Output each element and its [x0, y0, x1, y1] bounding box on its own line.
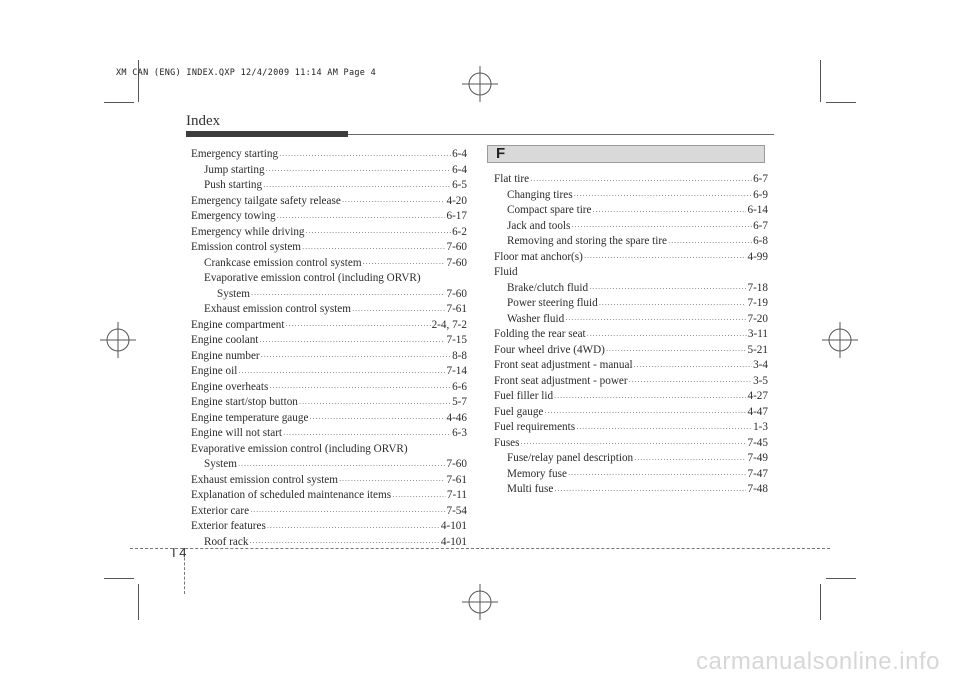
index-entry-page: 7-15 — [446, 334, 467, 346]
index-entry-page: 4-101 — [440, 535, 467, 548]
crop-mark-bottom-left-h — [104, 578, 134, 579]
index-entry — [191, 271, 467, 287]
watermark-text: carmanualsonline.info — [696, 648, 940, 675]
index-entry-label: Jump starting — [204, 163, 265, 176]
index-entry — [494, 343, 768, 359]
index-entry-label: Emergency starting — [191, 148, 279, 160]
index-entry-label: System — [204, 458, 237, 470]
index-entry-page: 6-14 — [747, 204, 768, 216]
index-entry — [191, 349, 467, 365]
index-entry-label: Jack and tools — [507, 219, 571, 232]
page-title: Index — [186, 113, 221, 129]
index-entry-page: 6-7 — [753, 219, 768, 232]
leader-dots — [521, 438, 747, 451]
index-entry — [191, 209, 467, 225]
index-entry-label: Engine coolant — [191, 334, 259, 346]
index-entry-page: 7-61 — [446, 303, 467, 315]
index-entry — [494, 358, 768, 374]
leader-dots — [629, 376, 752, 389]
leader-dots — [593, 206, 747, 219]
leader-dots — [306, 227, 452, 240]
leader-dots — [576, 423, 752, 436]
index-entry-page: 7-60 — [446, 256, 467, 269]
leader-dots — [571, 221, 752, 234]
index-entry-page: 7-49 — [747, 452, 768, 464]
index-entry-label: Memory fuse — [507, 467, 567, 480]
index-entry — [191, 333, 467, 349]
footer-rule — [130, 548, 830, 549]
index-entry-label: Engine overheats — [191, 380, 269, 393]
index-entry-label: Fuel filler lid — [494, 390, 554, 402]
index-entry — [494, 312, 768, 328]
index-entry-page: 7-11 — [446, 489, 467, 501]
index-entry-label: Engine temperature gauge — [191, 411, 309, 424]
index-entry-label: Roof rack — [204, 535, 249, 548]
leader-dots — [238, 367, 445, 380]
leader-dots — [544, 407, 746, 420]
title-rule-thick — [186, 131, 348, 137]
index-entry-label: Fuse/relay panel description — [507, 452, 634, 464]
index-entry-page: 1-3 — [753, 421, 768, 433]
index-entry-page: 5-7 — [452, 396, 467, 408]
index-entry — [191, 302, 467, 318]
index-entry-continuation — [191, 457, 467, 473]
index-entry-label: Push starting — [204, 179, 263, 191]
index-entry-page: 4-46 — [446, 411, 467, 424]
registration-mark-left — [98, 320, 138, 360]
leader-dots — [250, 506, 445, 519]
index-entry-page: 6-7 — [753, 173, 768, 185]
leader-dots — [302, 243, 445, 256]
registration-mark-bottom — [460, 582, 500, 622]
leader-dots — [363, 258, 446, 271]
index-entry — [191, 442, 467, 458]
index-entry — [191, 473, 467, 489]
index-entry-label: Engine will not start — [191, 427, 283, 439]
leader-dots — [554, 485, 746, 498]
index-entry — [191, 240, 467, 256]
index-entry-page: 6-6 — [452, 380, 467, 393]
index-entry-page: 7-60 — [446, 287, 467, 300]
index-entry-label: Brake/clutch fluid — [507, 281, 589, 294]
index-entry-page: 6-5 — [452, 179, 467, 191]
index-entry — [191, 256, 467, 272]
leader-dots — [668, 237, 752, 250]
index-entry-label: Emission control system — [191, 241, 302, 253]
index-entry-page: 7-48 — [747, 483, 768, 495]
index-entry-label: Emergency tailgate safety release — [191, 194, 341, 207]
index-entry — [191, 380, 467, 396]
leader-dots — [530, 175, 752, 188]
leader-dots — [589, 283, 746, 296]
leader-dots — [606, 345, 747, 358]
index-entry-label: Changing tires — [507, 188, 573, 201]
index-entry — [494, 389, 768, 405]
index-entry — [494, 405, 768, 421]
index-entry — [494, 296, 768, 312]
index-entry-label: Exterior features — [191, 520, 266, 532]
leader-dots — [634, 454, 746, 467]
leader-dots — [565, 314, 746, 327]
index-entry — [494, 219, 768, 235]
index-entry-page: 6-2 — [452, 225, 467, 238]
index-entry-label: Fuses — [494, 436, 520, 449]
print-slug: XM CAN (ENG) INDEX.QXP 12/4/2009 11:14 AM Page 4 — [116, 68, 377, 78]
index-entry — [191, 194, 467, 210]
index-entry — [494, 234, 768, 250]
index-entry — [191, 178, 467, 194]
leader-dots — [238, 460, 446, 473]
crop-mark-top-right-h — [826, 102, 856, 103]
index-entry-page: 7-19 — [747, 297, 768, 309]
crop-mark-top-left-h — [104, 102, 134, 103]
leader-dots — [309, 413, 445, 426]
leader-dots — [263, 181, 451, 194]
leader-dots — [584, 252, 747, 265]
index-entry-page: 6-4 — [452, 148, 467, 160]
title-rule-thin — [348, 134, 774, 135]
index-entry-label: Removing and storing the spare tire — [507, 235, 668, 247]
index-entry-label: Explanation of scheduled maintenance items — [191, 489, 392, 501]
index-entry-label: Emergency towing — [191, 210, 276, 222]
index-entry-page: 7-18 — [747, 281, 768, 294]
crop-mark-top-left-v — [138, 60, 139, 102]
index-entry-label: Compact spare tire — [507, 204, 592, 216]
index-entry-page: 3-4 — [753, 359, 768, 371]
index-entry-label: Front seat adjustment - power — [494, 374, 628, 387]
leader-dots — [259, 336, 445, 349]
index-entry-page: 4-101 — [440, 520, 467, 532]
index-entry-label: System — [217, 287, 250, 300]
index-column-right — [494, 172, 768, 498]
index-entry — [494, 172, 768, 188]
index-entry-label: Washer fluid — [507, 312, 565, 325]
index-entry-page: 6-17 — [446, 210, 467, 222]
leader-dots — [634, 361, 753, 374]
crop-mark-top-right-v — [820, 60, 821, 102]
index-entry-label: Exhaust emission control system — [204, 303, 351, 315]
index-entry-page: 5-21 — [747, 343, 768, 356]
index-entry — [191, 163, 467, 179]
index-entry-page: 4-47 — [747, 405, 768, 418]
index-entry-label: Floor mat anchor(s) — [494, 250, 583, 263]
leader-dots — [269, 382, 451, 395]
index-entry-page: 7-54 — [446, 504, 467, 517]
index-entry-label: Emergency while driving — [191, 225, 305, 238]
index-entry — [191, 225, 467, 241]
index-entry — [494, 420, 768, 436]
leader-dots — [339, 475, 446, 488]
index-entry-page: 6-4 — [452, 163, 467, 176]
registration-mark-right — [820, 320, 860, 360]
index-entry-label: Power steering fluid — [507, 297, 598, 309]
index-entry — [191, 147, 467, 163]
index-entry — [191, 411, 467, 427]
leader-dots — [574, 190, 753, 203]
index-entry — [494, 281, 768, 297]
index-entry-page: 6-9 — [753, 188, 768, 201]
index-entry — [191, 364, 467, 380]
registration-mark-top — [460, 64, 500, 104]
index-entry — [191, 426, 467, 442]
index-entry-page: 6-3 — [452, 427, 467, 439]
page-number: I 4 — [172, 545, 187, 560]
letter-header — [487, 145, 765, 163]
index-entry — [191, 488, 467, 504]
index-entry — [494, 250, 768, 266]
index-entry — [191, 519, 467, 535]
index-entry-label: Crankcase emission control system — [204, 256, 362, 269]
index-entry-label: Exhaust emission control system — [191, 473, 338, 486]
index-entry-page: 2-4, 7-2 — [431, 318, 467, 331]
crop-mark-bottom-right-h — [826, 578, 856, 579]
index-entry-label: Evaporative emission control (including ORVR) — [204, 272, 421, 284]
leader-dots — [587, 330, 747, 343]
index-entry-label: Four wheel drive (4WD) — [494, 343, 605, 356]
leader-dots — [392, 491, 446, 504]
index-entry-page: 7-60 — [446, 241, 467, 253]
leader-dots — [267, 522, 440, 535]
index-entry — [494, 203, 768, 219]
index-entry-label: Evaporative emission control (including ORVR) — [191, 442, 408, 455]
index-entry-page: 6-8 — [753, 235, 768, 247]
leader-dots — [261, 351, 451, 364]
index-entry-page: 7-14 — [446, 365, 467, 377]
index-entry-page: 4-27 — [747, 390, 768, 402]
index-entry — [494, 482, 768, 498]
index-entry — [494, 188, 768, 204]
leader-dots — [277, 212, 446, 225]
index-entry-page: 7-60 — [446, 458, 467, 470]
index-entry-label: Flat tire — [494, 173, 530, 185]
index-entry — [191, 504, 467, 520]
index-entry-page: 8-8 — [452, 349, 467, 362]
index-entry-label: Folding the rear seat — [494, 328, 586, 340]
leader-dots — [352, 305, 446, 318]
leader-dots — [568, 469, 747, 482]
leader-dots — [251, 289, 446, 302]
index-entry-label: Fluid — [494, 266, 518, 278]
index-entry-label: Multi fuse — [507, 483, 554, 495]
index-entry-label: Fuel requirements — [494, 421, 576, 433]
index-entry — [494, 374, 768, 390]
leader-dots — [279, 150, 451, 163]
index-entry-page: 4-99 — [747, 250, 768, 263]
leader-dots — [554, 392, 746, 405]
index-entry — [494, 265, 768, 281]
index-entry — [191, 318, 467, 334]
index-entry-label: Engine oil — [191, 365, 238, 377]
letter-header-label: F — [496, 145, 506, 162]
index-entry — [494, 436, 768, 452]
leader-dots — [286, 320, 431, 333]
leader-dots — [299, 398, 451, 411]
leader-dots — [266, 165, 451, 178]
index-entry-label: Engine start/stop button — [191, 396, 298, 408]
index-entry-page: 7-20 — [747, 312, 768, 325]
index-entry-label: Fuel gauge — [494, 405, 544, 418]
crop-mark-bottom-left-v — [138, 584, 139, 620]
index-entry — [494, 467, 768, 483]
crop-mark-bottom-right-v — [820, 584, 821, 620]
index-entry-page: 7-61 — [446, 473, 467, 486]
index-entry-page: 4-20 — [446, 194, 467, 207]
index-entry-label: Exterior care — [191, 504, 250, 517]
leader-dots — [283, 429, 451, 442]
leader-dots — [342, 196, 446, 209]
index-entry-page: 7-47 — [747, 467, 768, 480]
index-entry — [494, 327, 768, 343]
index-entry — [191, 395, 467, 411]
index-entry-continuation — [191, 287, 467, 303]
index-column-left — [191, 147, 467, 550]
index-entry-page: 7-45 — [747, 436, 768, 449]
index-entry — [494, 451, 768, 467]
index-entry-label: Front seat adjustment - manual — [494, 359, 633, 371]
index-entry-page: 3-11 — [747, 328, 768, 340]
index-entry-page: 3-5 — [753, 374, 768, 387]
leader-dots — [599, 299, 747, 312]
index-entry-label: Engine number — [191, 349, 260, 362]
index-entry-label: Engine compartment — [191, 318, 285, 331]
